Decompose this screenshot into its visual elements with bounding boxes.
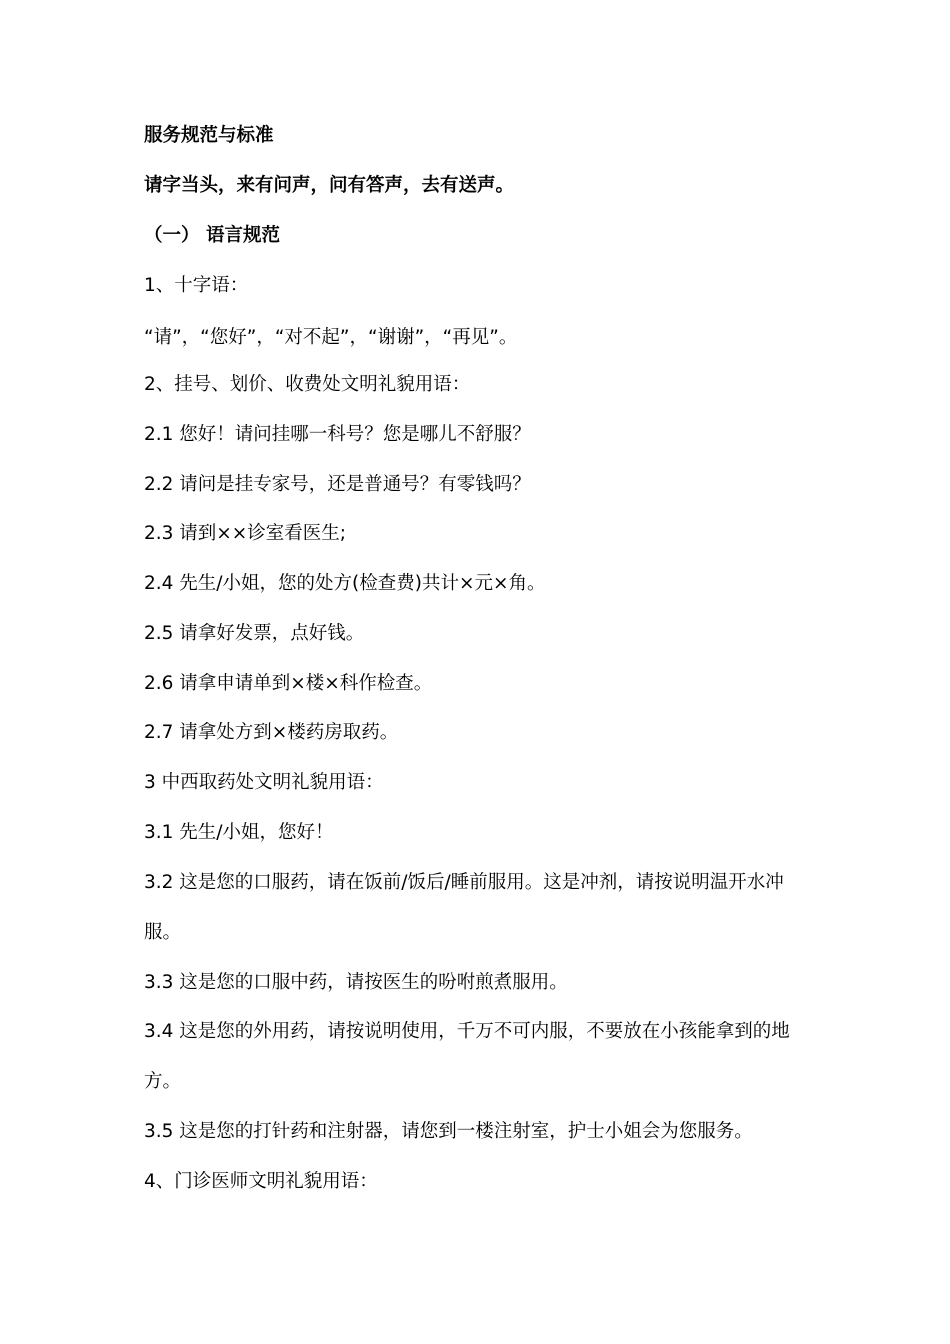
list-item: 3.3 这是您的口服中药，请按医生的吩咐煎煮服用。 [144,972,568,993]
list-item: 2、挂号、划价、收费处文明礼貌用语： [144,374,471,395]
document-title: 服务规范与标准 [144,125,274,146]
list-item: 3.4 这是您的外用药，请按说明使用，千万不可内服，不要放在小孩能拿到的地 [144,1021,790,1042]
list-item: 2.5 请拿好发票，点好钱。 [144,623,365,644]
list-item: 2.6 请拿申请单到×楼×科作检查。 [144,673,433,694]
list-item: 方。 [144,1071,182,1092]
motto-line: 请字当头，来有问声，问有答声，去有送声。 [144,175,515,196]
list-item: 2.3 请到××诊室看医生; [144,523,347,544]
list-item: 服。 [144,922,182,943]
list-item: “请”，“您好”，“对不起”，“谢谢”，“再见”。 [144,327,518,348]
list-item: 1、十字语： [144,275,249,296]
section-heading: （一） 语言规范 [144,225,280,246]
list-item: 2.7 请拿处方到×楼药房取药。 [144,722,399,743]
list-item: 2.2 请问是挂专家号，还是普通号？有零钱吗？ [144,474,531,495]
list-item: 3.1 先生/小姐，您好！ [144,822,334,843]
list-item: 3.5 这是您的打针药和注射器，请您到一楼注射室，护士小姐会为您服务。 [144,1121,753,1142]
list-item: 2.1 您好！请问挂哪一科号？您是哪儿不舒服？ [144,424,531,445]
list-item: 4、门诊医师文明礼貌用语： [144,1171,378,1192]
list-item: 2.4 先生/小姐，您的处方(检查费)共计×元×角。 [144,573,546,594]
list-item: 3 中西取药处文明礼貌用语： [144,772,384,793]
list-item: 3.2 这是您的口服药，请在饭前/饭后/睡前服用。这是冲剂，请按说明温开水冲 [144,872,784,893]
